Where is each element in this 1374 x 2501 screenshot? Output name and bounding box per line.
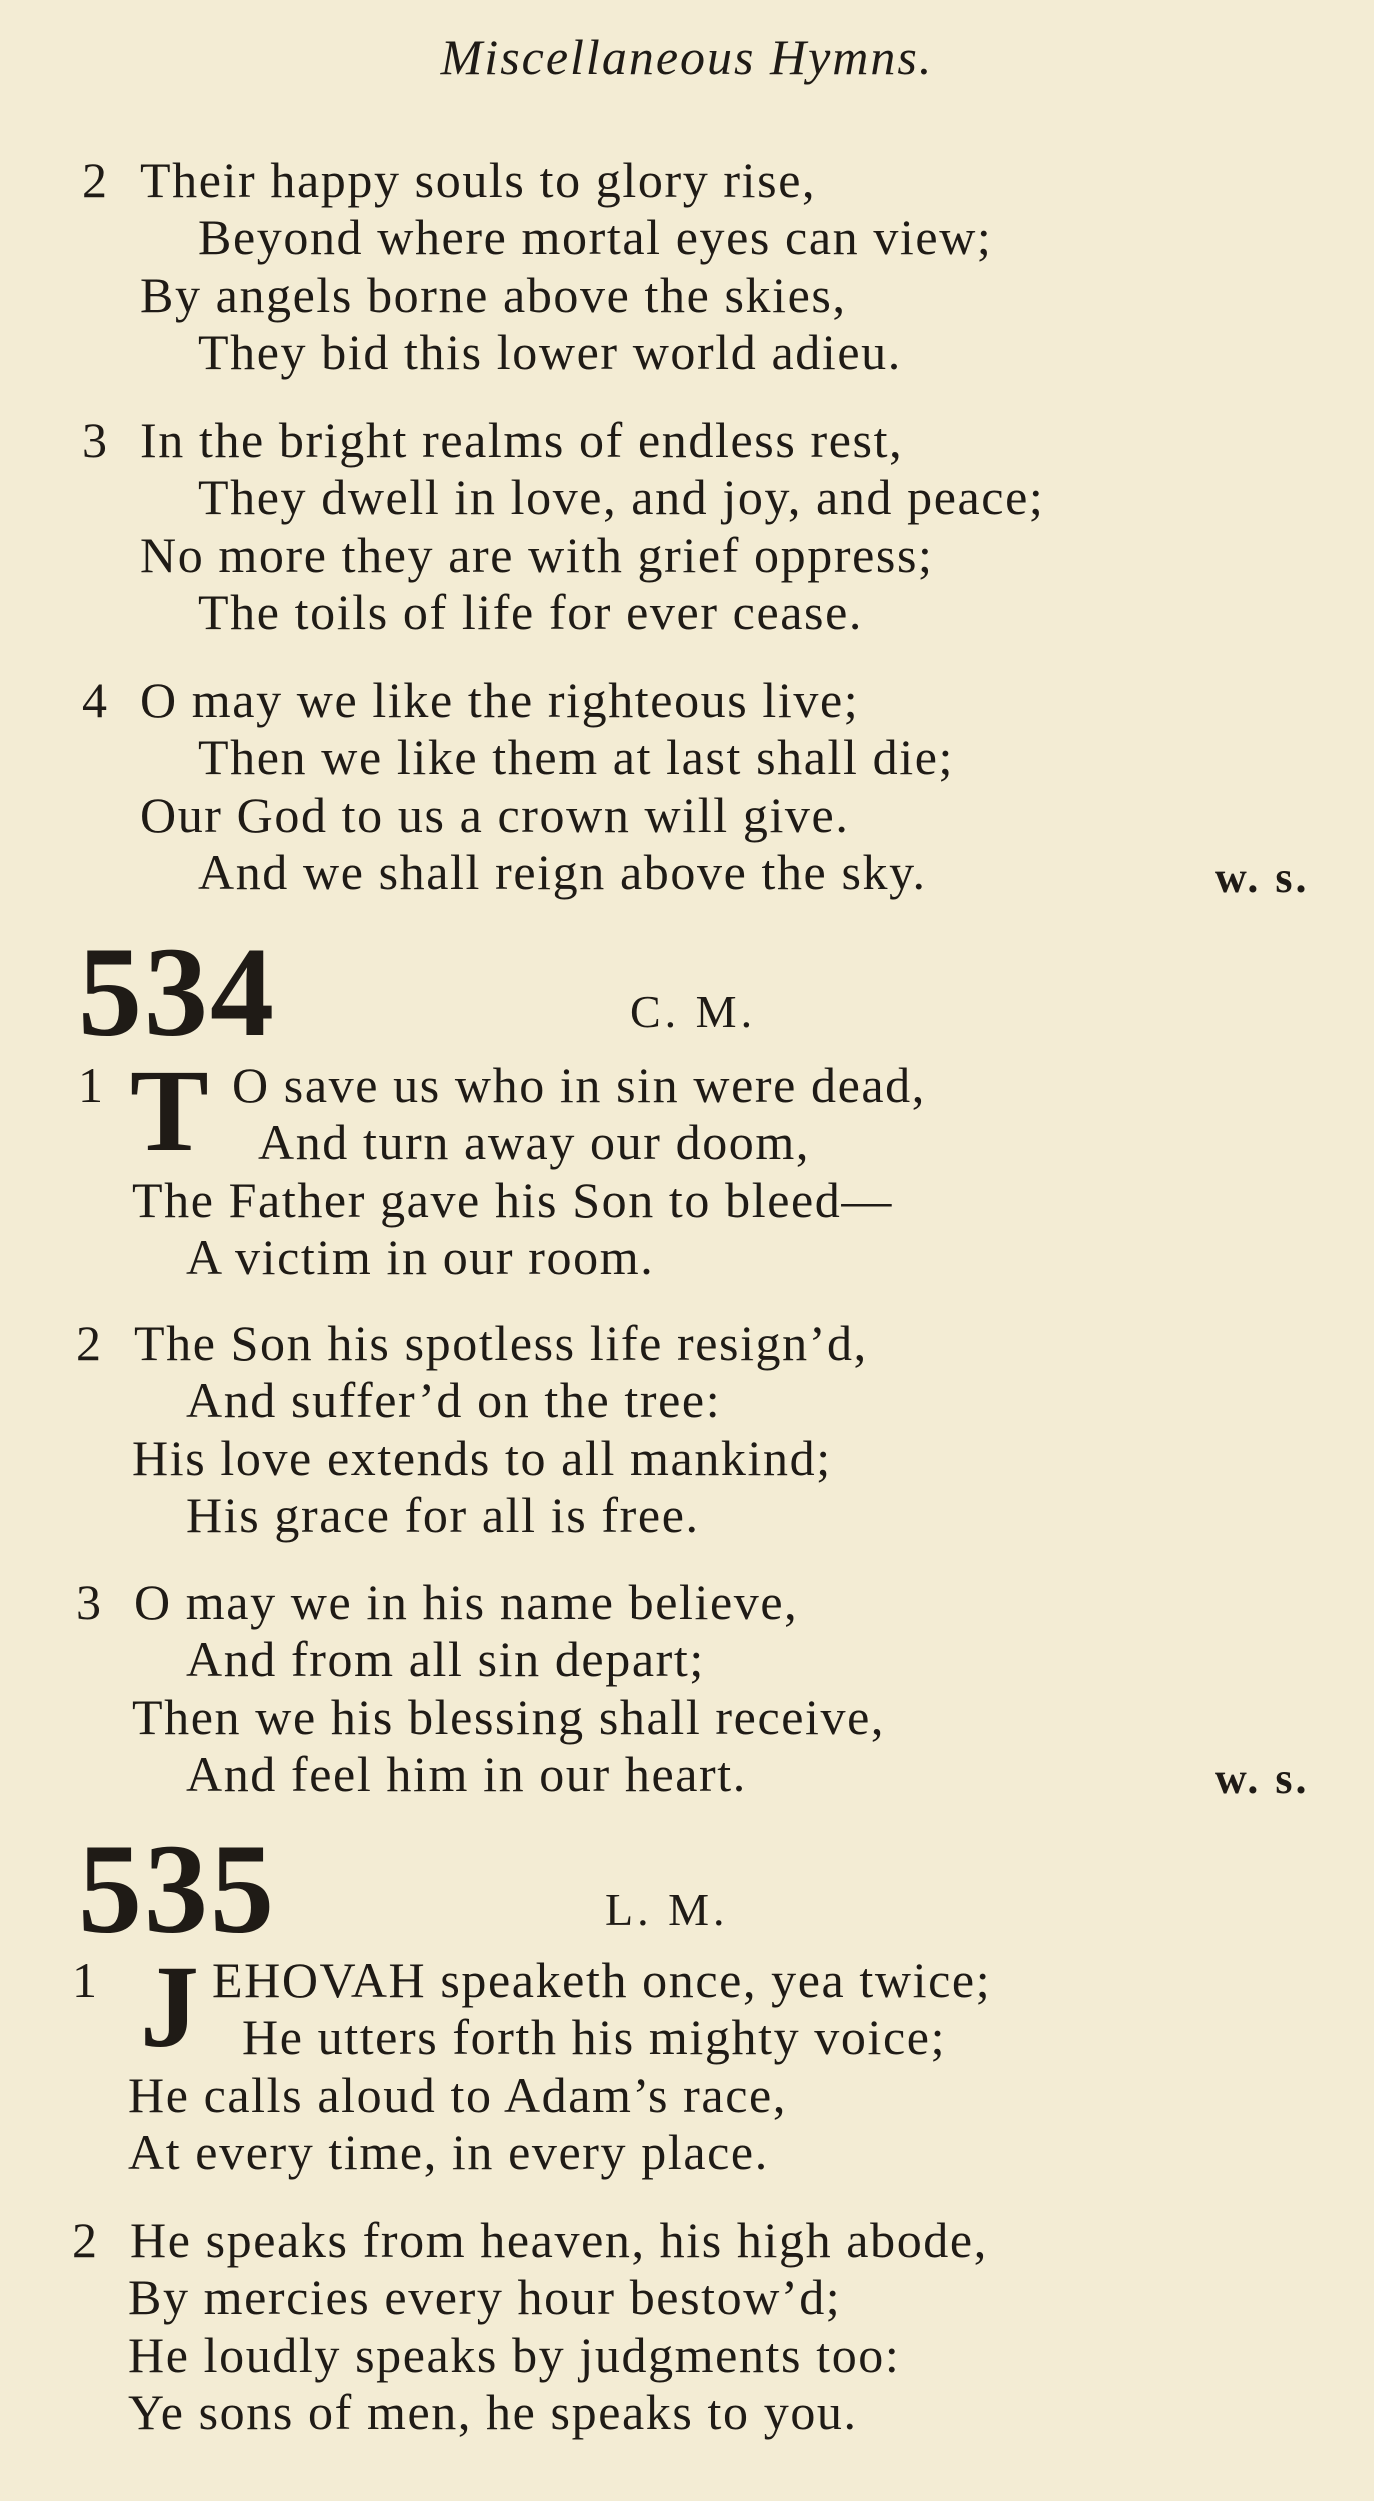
stanza-line: He utters forth his mighty voice; [242, 2009, 947, 2065]
stanza-line: EHOVAH speaketh once, yea twice; [212, 1952, 992, 2008]
stanza-line: His love extends to all mankind; [132, 1430, 832, 1486]
stanza-line: 3 O may we in his name believe, [76, 1574, 799, 1630]
stanza-line: His grace for all is free. [186, 1487, 700, 1543]
stanza-line: By mercies every hour bestow’d; [128, 2269, 842, 2325]
running-header: Miscellaneous Hymns. [440, 29, 934, 85]
stanza-line: 2 Their happy souls to glory rise, [82, 152, 817, 208]
stanza-number: 3 [76, 1574, 103, 1630]
stanza-line: They dwell in love, and joy, and peace; [198, 469, 1045, 525]
hymn-meter: L. M. [605, 1884, 729, 1935]
stanza-line: Our God to us a crown will give. [140, 787, 850, 843]
stanza-number: 1 [78, 1057, 105, 1113]
author-initials: w. s. [1215, 853, 1310, 902]
stanza-line: And from all sin depart; [186, 1631, 705, 1687]
stanza-line: Then we like them at last shall die; [198, 729, 955, 785]
stanza-number: 1 [72, 1952, 99, 2008]
stanza-line: 4 O may we like the righteous live; [82, 672, 860, 728]
stanza-number: 2 [82, 152, 109, 208]
stanza-line: The Father gave his Son to bleed— [132, 1172, 893, 1228]
stanza-line: 2 The Son his spotless life resign’d, [76, 1315, 868, 1371]
stanza-line: They bid this lower world adieu. [198, 324, 902, 380]
stanza-number: 4 [82, 672, 109, 728]
stanza-line: O save us who in sin were dead, [232, 1057, 926, 1113]
stanza-line: 2 He speaks from heaven, his high abode, [72, 2212, 988, 2268]
stanza-line: No more they are with grief oppress; [140, 527, 934, 583]
author-initials: w. s. [1215, 1754, 1310, 1803]
hymn-number: 534 [78, 921, 276, 1063]
stanza-line: Then we his blessing shall receive, [132, 1689, 886, 1745]
stanza-number: 2 [72, 2212, 99, 2268]
stanza-line: And suffer’d on the tree: [186, 1372, 722, 1428]
stanza-line: 3 In the bright realms of endless rest, [82, 412, 904, 468]
stanza-line: A victim in our room. [186, 1229, 655, 1285]
drop-cap: T [130, 1045, 209, 1176]
stanza-line: The toils of life for ever cease. [198, 584, 864, 640]
stanza-line: And turn away our doom, [258, 1114, 810, 1170]
stanza-number: 2 [76, 1315, 103, 1371]
stanza-line: He calls aloud to Adam’s race, [128, 2067, 787, 2123]
stanza-line: Beyond where mortal eyes can view; [198, 209, 993, 265]
stanza-number: 3 [82, 412, 109, 468]
stanza-line: By angels borne above the skies, [140, 267, 847, 323]
hymn-meter: C. M. [630, 986, 757, 1037]
stanza-line: At every time, in every place. [128, 2124, 769, 2180]
hymn-number: 535 [78, 1818, 276, 1960]
stanza-line: Ye sons of men, he speaks to you. [128, 2384, 858, 2440]
stanza-line: He loudly speaks by judgments too: [128, 2327, 901, 2383]
stanza-line: And feel him in our heart. [186, 1746, 747, 1802]
drop-cap: J [140, 1941, 199, 2072]
stanza-line: And we shall reign above the sky. [198, 844, 927, 900]
